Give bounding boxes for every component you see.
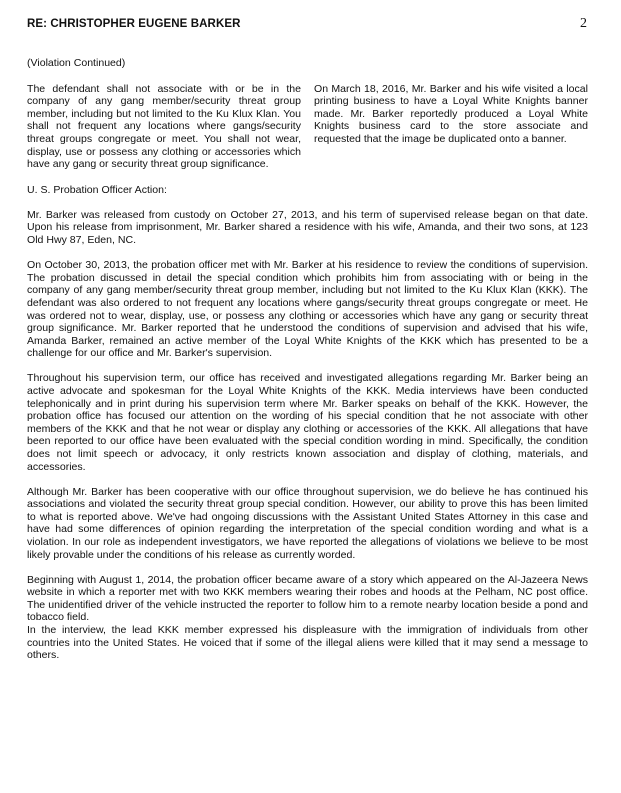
paragraph-allegations: Throughout his supervision term, our office has received and investigated allegations regarding Mr. Barker being an active advocate and spokesman for the Loyal White Knights of the KKK. Media interviews have been conducted telephonically and in print during his supervision term where Mr. Barker speaks on behalf of the KKK. However, the probation office has focused our attention on the wording of his special condition that he not associate with other members of the KKK and that he not wear or display any clothing or accessories of the KKK. All allegations that have been reported to our office have been evaluated with the special condition wording in mind. Specifically, the condition does not limit speech or advocacy, it only restricts known association and display of clothing, materials, and accessories. <box>27 372 588 473</box>
re-line: RE: CHRISTOPHER EUGENE BARKER <box>27 18 241 30</box>
violation-text: On March 18, 2016, Mr. Barker and his wife visited a local printing business to have a Loyal White Knights banner made. Mr. Barker reportedly produced a Loyal White Knights business card to the store associate and requested that the image be duplicated onto a banner. <box>314 82 588 145</box>
page-number: 2 <box>580 16 587 31</box>
officer-action-heading: U. S. Probation Officer Action: <box>27 183 167 196</box>
paragraph-cooperation: Although Mr. Barker has been cooperative with our office throughout supervision, we do believe he has continued his associations and violated the security threat group special condition. However, our ability to prove this has been limited to what is reported above. We've had ongoing discussions with the Assistant United States Attorney in this case and have had some differences of opinion regarding the interpretation of the special condition wording and what is a violation. In our role as independent investigators, we have reported the allegations of violations we believe to be most likely provable under the conditions of his release as currently worded. <box>27 485 588 561</box>
paragraph-release: Mr. Barker was released from custody on October 27, 2013, and his term of supervised release began on that date. Upon his release from imprisonment, Mr. Barker shared a residence with his wife, Amanda, and their two sons, at 123 Old Hwy 87, Eden, NC. <box>27 208 588 247</box>
paragraph-interview: In the interview, the lead KKK member expressed his displeasure with the immigration of individuals from other countries into the United States. He voiced that if some of the illegal aliens were killed that it may send a message to others. <box>27 624 588 662</box>
page-header <box>27 16 588 38</box>
paragraph-supervision-meeting: On October 30, 2013, the probation officer met with Mr. Barker at his residence to review the conditions of supervision. The probation discussed in detail the special condition which prohibits him from associating with or being in the company of any gang member/security threat group member, including but not limited to the Ku Klux Klan (KKK). The defendant was also ordered to not frequent any locations where gangs/security threat groups congregate or meet. He was ordered not to wear, display, use, or possess any clothing or accessories which have any gang or security threat group significance. Mr. Barker reported that he understood the conditions of supervision and advised that his wife, Amanda Barker, remained an active member of the Loyal White Knights of the KKK which has presented to be a challenge for our office and Mr. Barker's supervision. <box>27 259 588 360</box>
paragraph-aljazeera-story: Beginning with August 1, 2014, the probation officer became aware of a story which appeared on the Al-Jazeera News website in which a reporter met with two KKK members wearing their robes and hoods at the Pelham, NC post office. The unidentified driver of the vehicle instructed the reporter to follow him to a remote nearby location beside a pond and tobacco field. <box>27 573 588 624</box>
condition-text: The defendant shall not associate with or be in the company of any gang member/security threat group member, including but not limited to the Ku Klux Klan. You shall not frequent any locations where gangs/security threat groups congregate or meet. You shall not wear, display, use or possess any clothing or accessories which have any gang or security threat group significance. <box>27 82 301 171</box>
violation-columns <box>27 83 588 171</box>
condition-column <box>27 83 301 171</box>
violation-heading: (Violation Continued) <box>27 57 126 69</box>
violation-column <box>314 83 588 171</box>
